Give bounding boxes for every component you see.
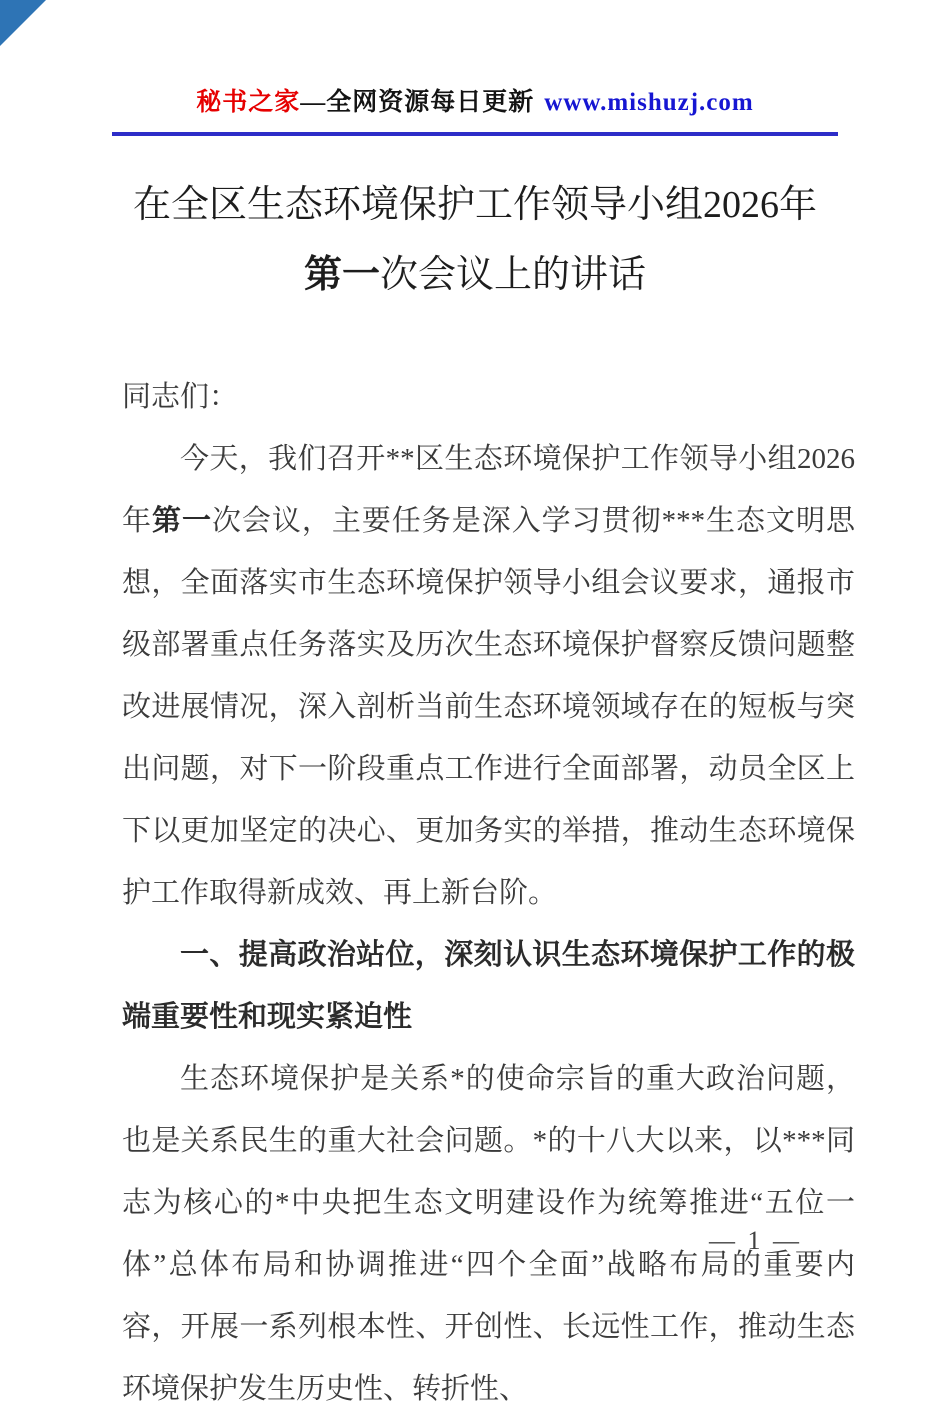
page-number: — 1 — (709, 1226, 802, 1255)
title-line-1: 在全区生态环境保护工作领导小组2026年 (132, 184, 817, 226)
corner-fold-decoration (0, 0, 46, 46)
title-line-2 (0, 240, 950, 310)
site-tagline: —全网资源每日更新 (300, 89, 535, 116)
document-title (0, 170, 950, 310)
paragraph-1-after: 次会议，主要任务是深入学习贯彻***生态文明思想，全面落实市生态环境保护领导小组会议要求，通报市级部署重点任务落实及历次生态环境保护督察反馈问题整改进展情况，深入剖析当前生态环境领域存在的短板与突出问题，对下一阶段重点工作进行全面部署，动员全区上下以更加坚定的决心、更加务实的举措，推动生态环境保护工作取得新成效、再上新台阶。 (122, 505, 855, 909)
site-brand: 秘书之家 (196, 89, 301, 116)
site-header (0, 0, 950, 118)
paragraph-2: 生态环境保护是关系*的使命宗旨的重大政治问题，也是关系民生的重大社会问题。*的十八大以来，以***同志为核心的*中央把生态文明建设作为统筹推进“五位一体”总体布局和协调推进“四个全面”战略布局的重要内容，开展一系列根本性、开创性、长远性工作，推动生态环境保护发生历史性、转折性、 (122, 1063, 855, 1405)
salutation: 同志们： (122, 381, 239, 413)
paragraph-1-before: 今天，我们召开**区生态环境保护工作领导小组2026年 (122, 443, 855, 537)
title-line-2-rest: 次会议上的讲话 (380, 254, 647, 296)
site-url-link[interactable]: www.mishuzj.com (544, 89, 754, 116)
paragraph-1 (122, 428, 855, 924)
section-heading-1: 一、提高政治站位，深刻认识生态环境保护工作的极端重要性和现实紧迫性 (122, 939, 855, 1033)
header-divider (112, 132, 838, 136)
paragraph-1-emphasis: 第一 (151, 505, 212, 537)
document-body (122, 366, 855, 1420)
title-emphasis: 第一 (303, 254, 380, 296)
